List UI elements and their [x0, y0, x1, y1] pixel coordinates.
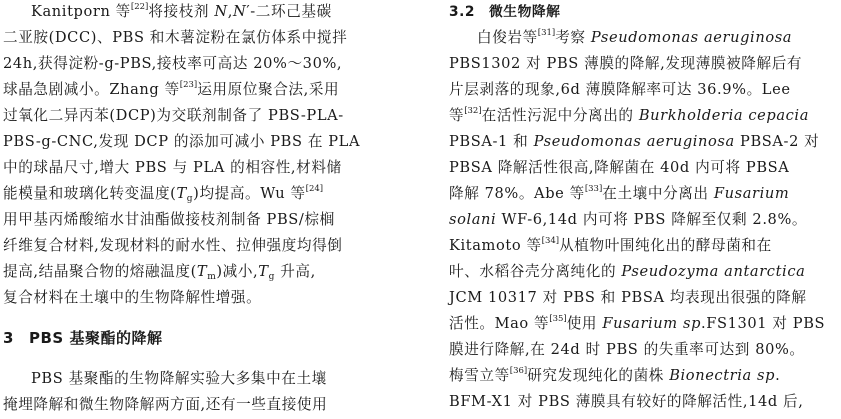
text-line: 白俊岩等[31]考察 Pseudomonas aeruginosa [477, 28, 793, 46]
text-line: PBS 基聚酯的生物降解实验大多集中在土壤 [31, 370, 327, 387]
text-line: Kitamoto 等[34]从植物叶围纯化出的酵母菌和在 [449, 236, 772, 254]
text-line: 球晶急剧减小。Zhang 等[23]运用原位聚合法,采用 [3, 80, 340, 98]
text-line: 纤维复合材料,发现材料的耐水性、拉伸强度均得倒 [3, 237, 343, 254]
text-line: 二亚胺(DCC)、PBS 和木薯淀粉在氯仿体系中搅拌 [3, 29, 348, 46]
text-line: 叶、水稻谷壳分离纯化的 Pseudozyma antarctica [449, 263, 806, 280]
text-line: 能模量和玻璃化转变温度$(T_g)$均提高。Wu 等[24] [3, 184, 324, 204]
text-line: PBS-g-CNC,发现 DCP 的添加可减小 PBS 在 PLA [3, 133, 361, 150]
text-line: 梅雪立等[36]研究发现纯化的菌株 Bionectria sp. [449, 366, 781, 384]
text-line: 降解 78%。Abe 等[33]在土壤中分离出 Fusarium [449, 184, 790, 202]
text-line: 中的球晶尺寸,增大 PBS 与 PLA 的相容性,材料储 [3, 159, 342, 176]
section-heading [449, 0, 560, 24]
text-line: PBS1302 对 PBS 薄膜的降解,发现薄膜被降解后有 [449, 55, 803, 72]
section-heading [3, 326, 162, 350]
text-line: 等[32]在活性污泥中分离出的 Burkholderia cepacia [449, 106, 809, 124]
text-line: 24h,获得淀粉-g-PBS,接枝率可高达 20%～30%, [3, 55, 343, 72]
text-line: PBSA 降解活性很高,降解菌在 40d 内可将 PBSA [449, 159, 790, 176]
text-line: solani WF-6,14d 内可将 PBS 降解至仅剩 2.8%。 [449, 211, 808, 228]
text-line: 复合材料在土壤中的生物降解性增强。 [3, 289, 262, 306]
text-line: JCM 10317 对 PBS 和 PBSA 均表现出很强的降解 [449, 289, 807, 306]
text-line: Kanitporn 等[22]将接枝剂 N,N′-二环己基碳 [31, 2, 332, 20]
text-line: 活性。Mao 等[35]使用 Fusarium sp.FS1301 对 PBS [449, 314, 826, 332]
text-line: 用甲基丙烯酸缩水甘油酯做接枝剂制备 PBS/棕榈 [3, 211, 335, 228]
section-number: 3.2 [449, 4, 475, 20]
section-title: 微生物降解 [489, 4, 561, 20]
text-line: 过氧化二异丙苯(DCP)为交联剂制备了 PBS-PLA- [3, 107, 344, 124]
text-line: 掩埋降解和微生物降解两方面,还有一些直接使用 [3, 396, 328, 413]
text-line: 片层剥落的现象,6d 薄膜降解率可达 36.9%。Lee [449, 81, 791, 98]
section-number: 3 [3, 329, 14, 347]
text-line: BFM-X1 对 PBS 薄膜具有较好的降解活性,14d 后, [449, 393, 804, 410]
text-line: PBSA-1 和 Pseudomonas aeruginosa PBSA-2 对 [449, 133, 820, 150]
text-line: 提高,结晶聚合物的熔融温度$(T_m)$减小$,T_g$ 升高, [3, 263, 316, 282]
text-line: 膜进行降解,在 24d 时 PBS 的失重率可达到 80%。 [449, 341, 805, 358]
section-title: PBS 基聚酯的降解 [29, 329, 163, 347]
